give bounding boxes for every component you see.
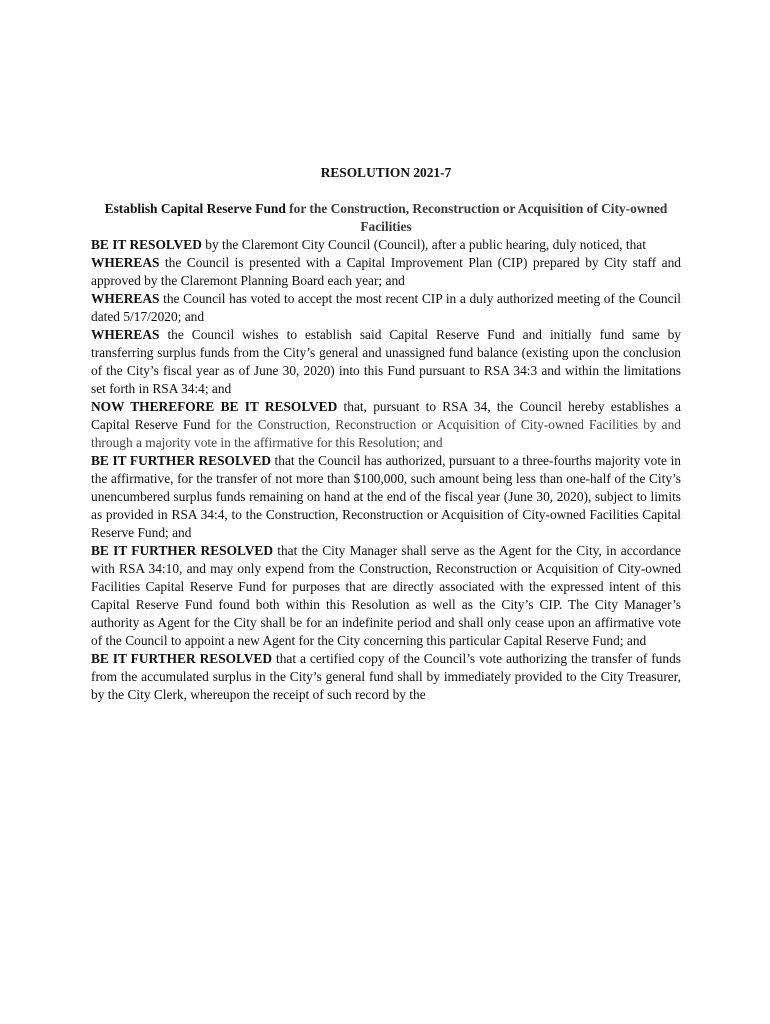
paragraph-lead: BE IT FURTHER RESOLVED <box>91 453 271 468</box>
resolution-document <box>91 164 681 704</box>
paragraph-whereas-accept <box>91 290 681 326</box>
paragraph-now-therefore <box>91 398 681 452</box>
subtitle-part2: for the Construction, Reconstruction or Acquisition of City-owned Facilities <box>285 201 668 234</box>
paragraph-lead: NOW THEREFORE BE IT RESOLVED <box>91 399 338 414</box>
resolution-subtitle <box>91 200 681 236</box>
paragraph-text: the Council has voted to accept the most recent CIP in a duly authorized meeting of the Council dated 5/17/2020; and <box>91 291 681 324</box>
paragraph-text: that, pursuant to RSA 34, the Council hereby establishes a Capital Reserve Fund <box>91 399 681 432</box>
paragraph-lead: WHEREAS <box>91 327 160 342</box>
subtitle-part1: Establish Capital Reserve Fund <box>104 201 286 216</box>
paragraph-lead: WHEREAS <box>91 291 160 306</box>
paragraph-whereas-establish <box>91 326 681 398</box>
paragraph-lead: BE IT FURTHER RESOLVED <box>91 543 273 558</box>
paragraph-be-it-resolved <box>91 236 681 254</box>
paragraph-further-agent <box>91 542 681 650</box>
paragraph-text: the Council is presented with a Capital Improvement Plan (CIP) prepared by City staff and approved by the Claremont Planning Board each year; and <box>91 255 681 288</box>
paragraph-text: by the Claremont City Council (Council), after a public hearing, duly noticed, that <box>201 237 646 252</box>
paragraph-lead: WHEREAS <box>91 255 160 270</box>
paragraph-further-certified <box>91 650 681 704</box>
paragraph-text-gray: for the Construction, Reconstruction or Acquisition of City-owned Facilities by and through a majority vote in the affirmative for this Resolution; and <box>91 417 682 450</box>
paragraph-text: that a certified copy of the Council’s vote authorizing the transfer of funds from the accumulated surplus in the City’s general fund shall by immediately provided to the City Treasurer, by the City Clerk, whereupon the receipt of such record by the <box>91 651 681 702</box>
paragraph-further-transfer <box>91 452 681 542</box>
paragraph-lead: BE IT FURTHER RESOLVED <box>91 651 273 666</box>
paragraph-text: that the City Manager shall serve as the Agent for the City, in accordance with RSA 34:10, and may only expend from the Construction, Reconstruction or Acquisition of City-owned Facilities Capital Reserve Fund for purposes that are directly associated with the expressed intent of this Capital Reserve Fund found both within this Resolution as well as the City’s CIP. The City Manager’s authority as Agent for the City shall be for an indefinite period and shall only cease upon an affirmative vote of the Council to appoint a new Agent for the City concerning this particular Capital Reserve Fund; and <box>91 543 681 648</box>
paragraph-lead: BE IT RESOLVED <box>91 237 202 252</box>
paragraph-text: that the Council has authorized, pursuant to a three-fourths majority vote in the affirmative, for the transfer of not more than $100,000, such amount being less than one-half of the City’s unencumbered surplus funds remaining on hand at the end of the fiscal year (June 30, 2020), subject to limits as provided in RSA 34:4, to the Construction, Reconstruction or Acquisition of City-owned Facilities Capital Reserve Fund; and <box>91 453 681 540</box>
paragraph-text: the Council wishes to establish said Capital Reserve Fund and initially fund same by transferring surplus funds from the City’s general and unassigned fund balance (existing upon the conclusion of the City’s fiscal year as of June 30, 2020) into this Fund pursuant to RSA 34:3 and within the limitations set forth in RSA 34:4; and <box>91 327 681 396</box>
paragraph-whereas-cip <box>91 254 681 290</box>
resolution-title: RESOLUTION 2021-7 <box>320 165 452 180</box>
